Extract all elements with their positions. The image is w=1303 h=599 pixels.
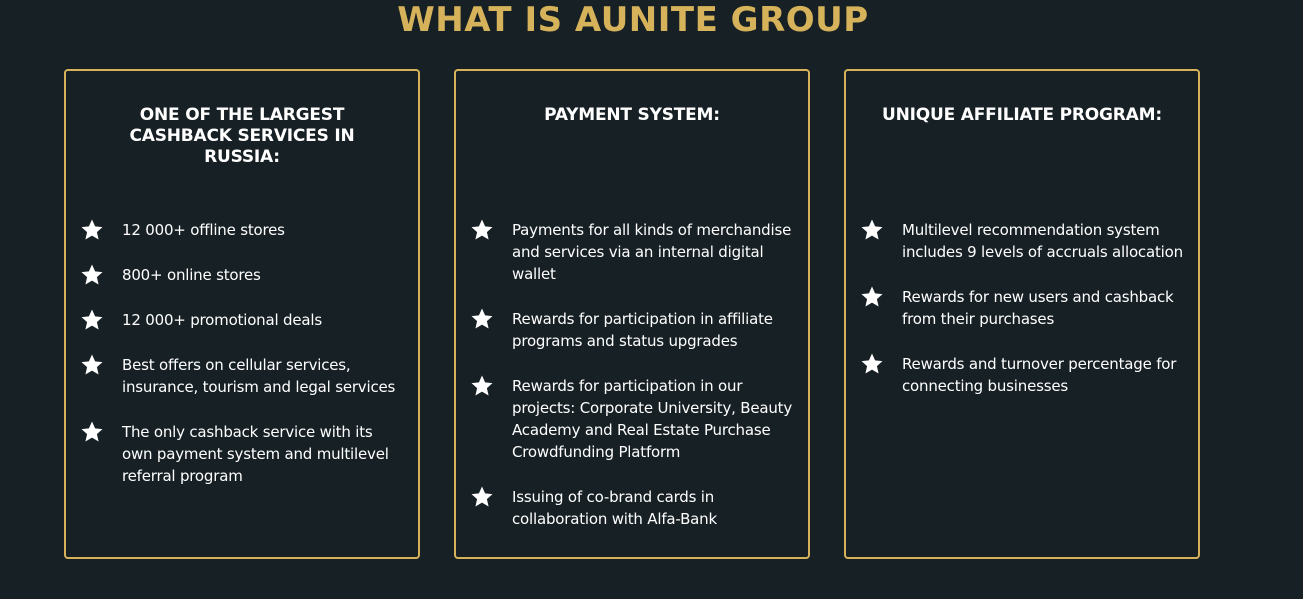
feature-text: Issuing of co-brand cards in collaboration with Alfa-Bank xyxy=(512,488,717,528)
star-icon xyxy=(860,218,884,242)
star-icon xyxy=(80,353,104,377)
feature-text: Rewards and turnover percentage for connecting businesses xyxy=(902,355,1177,395)
feature-item xyxy=(470,219,796,285)
star-icon xyxy=(80,420,104,444)
feature-item xyxy=(860,353,1186,397)
card-title: ONE OF THE LARGEST CASHBACK SERVICES IN RUSSIA: xyxy=(129,105,355,167)
feature-text: Payments for all kinds of merchandise and services via an internal digital wallet xyxy=(512,221,792,283)
feature-list xyxy=(80,219,406,510)
feature-item xyxy=(80,219,406,241)
feature-item xyxy=(470,375,796,463)
feature-text: Rewards for new users and cashback from their purchases xyxy=(902,288,1174,328)
feature-text: Multilevel recommendation system includes 9 levels of accruals allocation xyxy=(902,221,1183,261)
star-icon xyxy=(470,485,494,509)
feature-item xyxy=(80,354,406,398)
star-icon xyxy=(80,218,104,242)
feature-item xyxy=(470,308,796,352)
star-icon xyxy=(80,263,104,287)
feature-text: Best offers on cellular services, insurance, tourism and legal services xyxy=(122,356,396,396)
feature-item xyxy=(860,219,1186,263)
star-icon xyxy=(860,285,884,309)
feature-list xyxy=(860,219,1186,420)
feature-text: The only cashback service with its own payment system and multilevel referral program xyxy=(122,423,389,485)
feature-item xyxy=(80,309,406,331)
star-icon xyxy=(470,374,494,398)
card-affiliate-program xyxy=(844,69,1200,559)
star-icon xyxy=(860,352,884,376)
feature-text: 12 000+ offline stores xyxy=(122,221,285,239)
feature-item xyxy=(80,264,406,286)
section-title: WHAT IS AUNITE GROUP xyxy=(397,0,869,40)
feature-text: 800+ online stores xyxy=(122,266,261,284)
star-icon xyxy=(470,307,494,331)
feature-text: Rewards for participation in affiliate programs and status upgrades xyxy=(512,310,773,350)
star-icon xyxy=(80,308,104,332)
card-payment-system xyxy=(454,69,810,559)
card-title: PAYMENT SYSTEM: xyxy=(544,105,720,125)
feature-item xyxy=(80,421,406,487)
feature-text: Rewards for participation in our projects: Corporate University, Beauty Academy and Real Estate Purchase Crowdfunding Platform xyxy=(512,377,793,461)
star-icon xyxy=(470,218,494,242)
card-title: UNIQUE AFFILIATE PROGRAM: xyxy=(882,105,1162,125)
card-cashback-services xyxy=(64,69,420,559)
feature-item xyxy=(860,286,1186,330)
feature-text: 12 000+ promotional deals xyxy=(122,311,322,329)
feature-cards xyxy=(64,69,1202,561)
feature-list xyxy=(470,219,796,553)
feature-item xyxy=(470,486,796,530)
